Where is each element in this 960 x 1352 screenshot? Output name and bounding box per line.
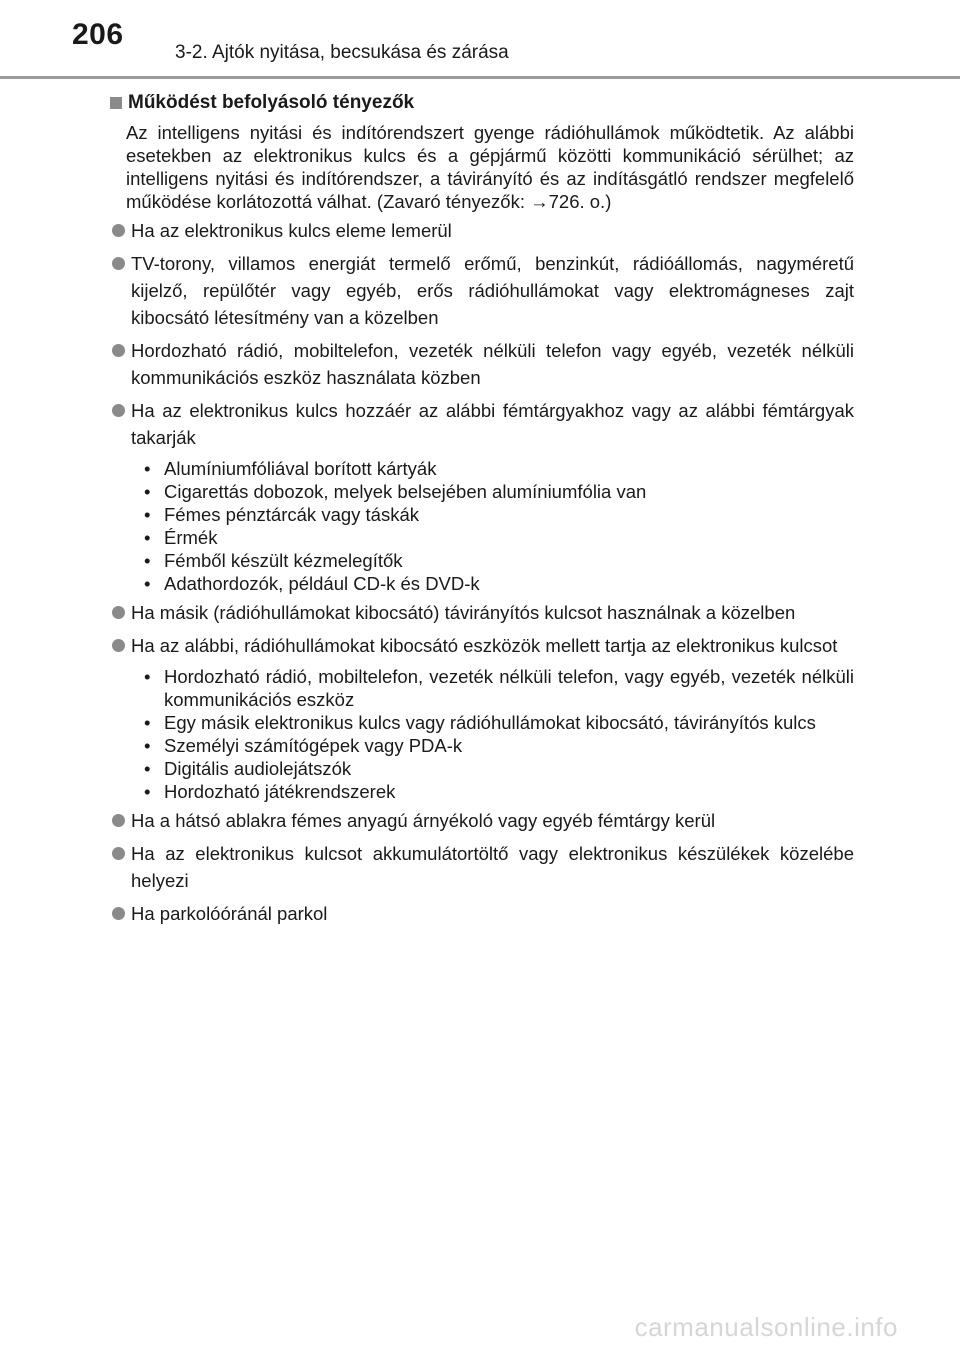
chapter-title: 3-2. Ajtók nyitása, becsukása és zárása [175, 42, 509, 63]
sub-list-text: Hordozható rádió, mobiltelefon, vezeték nélküli telefon, vagy egyéb, vezeték nélküli kommunikációs eszköz [164, 666, 854, 710]
sub-bullet-marker: • [144, 758, 151, 779]
watermark: carmanualsonline.info [634, 1312, 898, 1342]
round-bullet-icon [112, 907, 125, 920]
sub-list-text: Egy másik elektronikus kulcs vagy rádióhullámokat kibocsátó, távirányítós kulcs [164, 712, 816, 733]
sub-bullet-marker: • [144, 781, 151, 802]
round-bullet-icon [112, 257, 125, 270]
round-bullet-icon [112, 404, 125, 417]
section-heading [108, 90, 854, 116]
bullet-text: Hordozható rádió, mobiltelefon, vezeték nélküli telefon vagy egyéb, vezeték nélküli kommunikációs eszköz használata közben [131, 340, 854, 388]
sub-bullet-marker: • [144, 550, 151, 571]
section-heading-text: Működést befolyásoló tényezők [128, 92, 415, 113]
sub-list-text: Érmék [164, 527, 218, 548]
sub-list-item [144, 665, 854, 711]
bullet-text: Ha az elektronikus kulcs eleme lemerül [131, 220, 452, 241]
bullet-text: Ha az elektronikus kulcsot akkumulátortöltő vagy elektronikus készülékek közelébe helyezi [131, 843, 854, 891]
intro-paragraph: Az intelligens nyitási és indítórendszert gyenge rádióhullámok működtetik. Az alábbi esetekben az elektronikus kulcs és a gépjármű közötti kommunikáció sérülhet; az intelligens nyitási és indítórendszer, a távirányító és az indításgátló rendszer megfelelő működése korlátozottá válhat. (Zavaró tényezők: →726. o.) [126, 122, 854, 212]
sub-list-item [144, 572, 854, 595]
sub-list-item [144, 711, 854, 734]
sub-list-item [144, 734, 854, 757]
sub-list-item [144, 549, 854, 572]
sub-list-item [144, 780, 854, 803]
sub-bullet-marker: • [144, 712, 151, 733]
sub-bullet-marker: • [144, 458, 151, 479]
sub-list-text: Hordozható játékrendszerek [164, 781, 396, 802]
sub-bullet-marker: • [144, 573, 151, 594]
bullet-text: Ha az elektronikus kulcs hozzáér az alábbi fémtárgyakhoz vagy az alábbi fémtárgyak takarják [131, 400, 854, 448]
sub-list-item [144, 480, 854, 503]
sub-bullet-marker: • [144, 481, 151, 502]
sub-list-item [144, 457, 854, 480]
bullet-item [108, 900, 854, 927]
bullet-item [108, 632, 854, 659]
sub-list [144, 665, 854, 803]
sub-list-text: Fémből készült kézmelegítők [164, 550, 403, 571]
sub-list-item [144, 757, 854, 780]
bullet-item [108, 840, 854, 894]
round-bullet-icon [112, 639, 125, 652]
round-bullet-icon [112, 814, 125, 827]
sub-list-text: Cigarettás dobozok, melyek belsejében alumíniumfólia van [164, 481, 647, 502]
bullet-item [108, 337, 854, 391]
page-content [108, 90, 854, 933]
sub-bullet-marker: • [144, 504, 151, 525]
round-bullet-icon [112, 224, 125, 237]
sub-list-text: Alumíniumfóliával borított kártyák [164, 458, 437, 479]
sub-list [144, 457, 854, 595]
sub-list-item [144, 526, 854, 549]
page-number: 206 [72, 18, 124, 51]
round-bullet-icon [112, 344, 125, 357]
bullet-text: Ha másik (rádióhullámokat kibocsátó) távirányítós kulcsot használnak a közelben [131, 602, 796, 623]
bullet-list [108, 217, 854, 927]
bullet-item [108, 250, 854, 331]
bullet-text: Ha a hátsó ablakra fémes anyagú árnyékoló vagy egyéb fémtárgy kerül [131, 810, 716, 831]
sub-list-item [144, 503, 854, 526]
round-bullet-icon [112, 847, 125, 860]
bullet-item [108, 807, 854, 834]
sub-list-text: Digitális audiolejátszók [164, 758, 352, 779]
sub-bullet-marker: • [144, 666, 151, 687]
sub-bullet-marker: • [144, 527, 151, 548]
bullet-text: TV-torony, villamos energiát termelő erőmű, benzinkút, rádióállomás, nagyméretű kijelző, repülőtér vagy egyéb, erős rádióhullámokat vagy elektromágneses zajt kibocsátó létesítmény van a közelben [131, 253, 854, 328]
sub-list-text: Fémes pénztárcák vagy táskák [164, 504, 419, 525]
sub-bullet-marker: • [144, 735, 151, 756]
bullet-item [108, 217, 854, 244]
bullet-item [108, 599, 854, 626]
round-bullet-icon [112, 606, 125, 619]
square-bullet-icon [110, 97, 122, 109]
sub-list-text: Adathordozók, például CD-k és DVD-k [164, 573, 480, 594]
bullet-text: Ha az alábbi, rádióhullámokat kibocsátó eszközök mellett tartja az elektronikus kulcsot [131, 635, 838, 656]
page-header [0, 0, 960, 80]
bullet-text: Ha parkolóóránál parkol [131, 903, 328, 924]
sub-list-text: Személyi számítógépek vagy PDA-k [164, 735, 463, 756]
header-divider [0, 76, 960, 79]
bullet-item [108, 397, 854, 451]
